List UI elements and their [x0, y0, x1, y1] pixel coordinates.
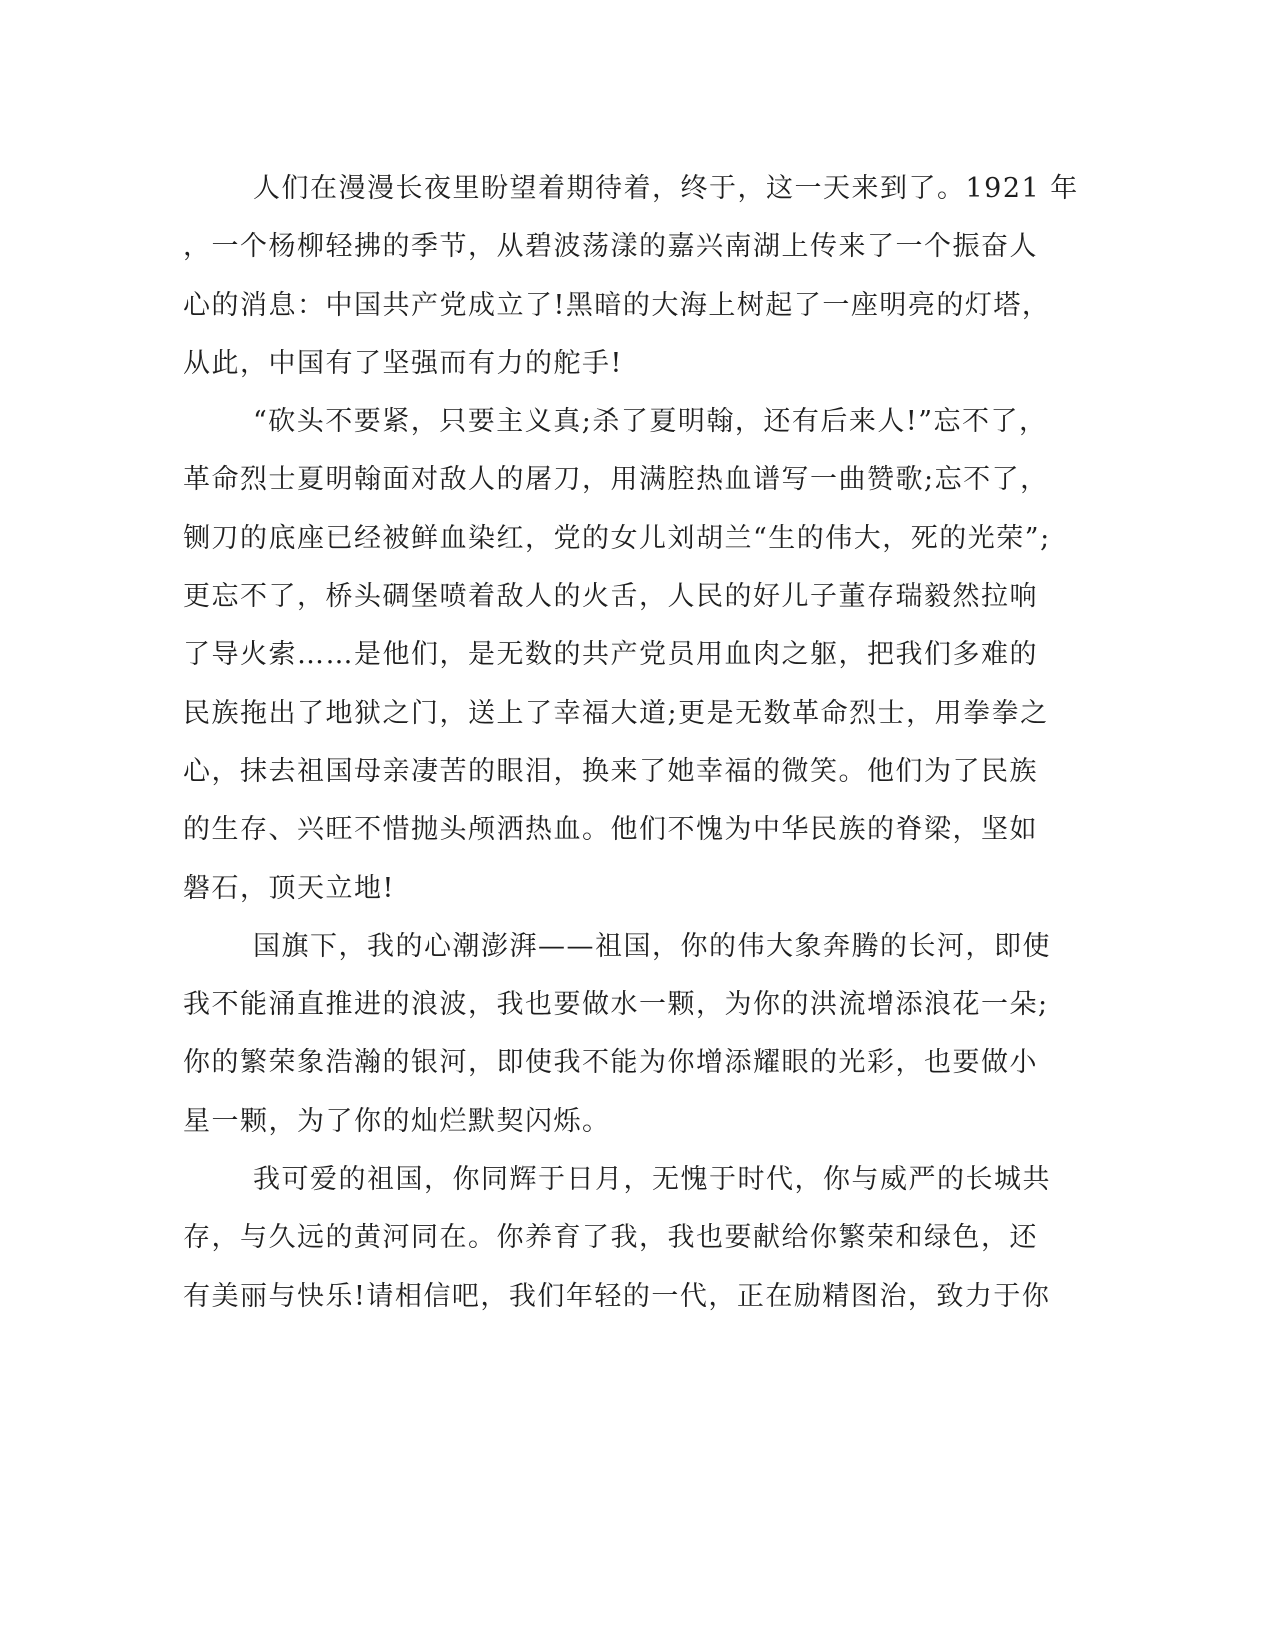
text-line: ，一个杨柳轻拂的季节，从碧波荡漾的嘉兴南湖上传来了一个振奋人 — [183, 231, 1038, 263]
text-line: 国旗下，我的心潮澎湃——祖国，你的伟大象奔腾的长河，即使 — [253, 930, 1051, 962]
text-line: 从此，中国有了坚强而有力的舵手! — [183, 347, 623, 379]
text-line: “砍头不要紧，只要主义真;杀了夏明翰，还有后来人!”忘不了， — [253, 406, 1048, 438]
text-line: 的生存、兴旺不惜抛头颅洒热血。他们不愧为中华民族的脊梁，坚如 — [183, 814, 1038, 846]
text-line: 革命烈士夏明翰面对敌人的屠刀，用满腔热血谱写一曲赞歌;忘不了， — [183, 464, 1049, 496]
text-line: 更忘不了，桥头碉堡喷着敌人的火舌，人民的好儿子董存瑞毅然拉响 — [183, 581, 1038, 613]
document-body — [183, 160, 1079, 1326]
text-line: 我可爱的祖国，你同辉于日月，无愧于时代，你与威严的长城共 — [253, 1164, 1051, 1196]
text-line: 存，与久远的黄河同在。你养育了我，我也要献给你繁荣和绿色，还 — [183, 1222, 1038, 1254]
text-line: 有美丽与快乐!请相信吧，我们年轻的一代，正在励精图治，致力于你 — [183, 1280, 1051, 1312]
text-line: 铡刀的底座已经被鲜血染红，党的女儿刘胡兰“生的伟大，死的光荣”; — [183, 522, 1051, 554]
text-line: 了导火索……是他们，是无数的共产党员用血肉之躯，把我们多难的 — [183, 639, 1038, 671]
text-line: 民族拖出了地狱之门，送上了幸福大道;更是无数革命烈士，用拳拳之 — [183, 697, 1049, 729]
text-line: 磐石，顶天立地! — [183, 872, 395, 904]
text-line: 星一颗，为了你的灿烂默契闪烁。 — [183, 1105, 611, 1137]
text-line: 人们在漫漫长夜里盼望着期待着，终于，这一天来到了。1921 年 — [253, 173, 1079, 204]
text-line: 我不能涌直推进的浪波，我也要做水一颗，为你的洪流增添浪花一朵; — [183, 989, 1049, 1021]
text-line: 心，抹去祖国母亲凄苦的眼泪，换来了她幸福的微笑。他们为了民族 — [183, 755, 1038, 787]
text-line: 心的消息：中国共产党成立了!黑暗的大海上树起了一座明亮的灯塔， — [183, 289, 1051, 321]
text-line: 你的繁荣象浩瀚的银河，即使我不能为你增添耀眼的光彩，也要做小 — [183, 1047, 1038, 1079]
